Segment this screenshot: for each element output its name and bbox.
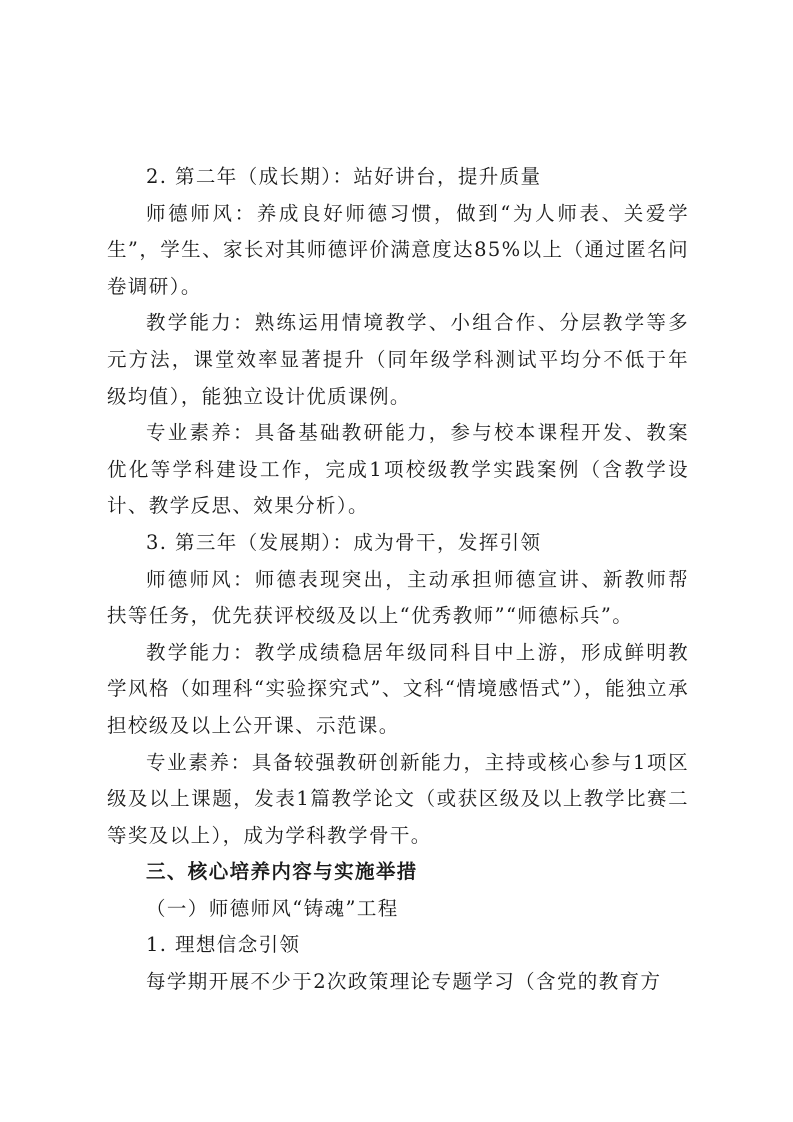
part-heading-core-training: 三、核心培养内容与实施举措 <box>146 860 418 884</box>
paragraph-year2-teaching: 教学能力：熟练运用情境教学、小组合作、分层教学等多元方法，课堂效率显著提升（同年级学科测试平均分不低于年级均值），能独立设计优质课例。 <box>107 311 689 408</box>
section-heading-year3: 3. 第三年（发展期）：成为骨干，发挥引领 <box>146 530 542 554</box>
paragraph-year3-teaching: 教学能力：教学成绩稳居年级同科目中上游，形成鲜明教学风格（如理科“实验探究式”、文科“情境感悟式”），能独立承担校级及以上公开课、示范课。 <box>107 640 689 737</box>
subsection-heading-ethics-project: （一）师德师风“铸魂”工程 <box>146 896 399 920</box>
section-heading-year2: 2. 第二年（成长期）：站好讲台，提升质量 <box>146 165 542 188</box>
paragraph-year3-professional: 专业素养：具备较强教研创新能力，主持或核心参与1项区级及以上课题，发表1篇教学论文（或获区级及以上教学比赛二等奖及以上），成为学科教学骨干。 <box>107 750 689 847</box>
paragraph-year3-ethics: 师德师风：师德表现突出，主动承担师德宣讲、新教师帮扶等任务，优先获评校级及以上“优秀教师”“师德标兵”。 <box>107 567 689 628</box>
paragraph-year2-professional: 专业素养：具备基础教研能力，参与校本课程开发、教案优化等学科建设工作，完成1项校级教学实践案例（含教学设计、教学反思、效果分析）。 <box>107 421 689 518</box>
paragraph-year2-ethics: 师德师风：养成良好师德习惯，做到“为人师表、关爱学生”，学生、家长对其师德评价满意度达85%以上（通过匿名问卷调研）。 <box>107 201 689 298</box>
paragraph-ideals-study: 每学期开展不少于2次政策理论专题学习（含党的教育方 <box>146 970 662 994</box>
item-heading-ideals: 1. 理想信念引领 <box>146 933 301 957</box>
document-body <box>107 159 689 1001</box>
